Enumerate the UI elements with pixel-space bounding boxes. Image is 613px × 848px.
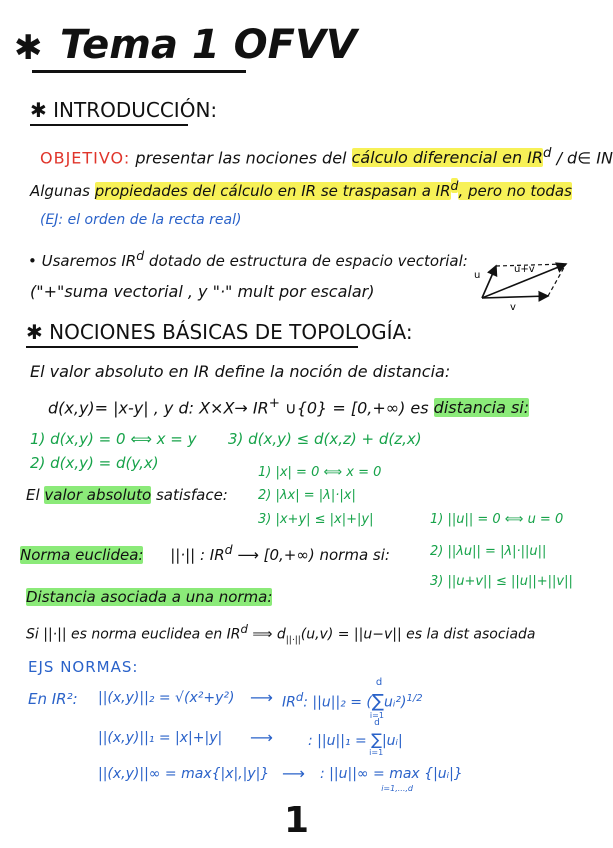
sum-bottom-1: i=1 [369,710,384,720]
arrow-3: ⟶ [282,764,305,783]
objetivo-highlight: cálculo diferencial en IR [351,148,544,168]
norm2-rd-b: uᵢ²) [384,694,407,711]
vector-v-label: v [510,302,516,313]
ird-label: IR [282,694,296,711]
topologia-heading: ✱ NOCIONES BÁSICAS DE TOPOLOGÍA: [26,320,413,344]
norma-sup: d [224,542,233,557]
norminf-rd-a: : ||u||∞ = [320,766,390,782]
arrow-1: ⟶ [250,688,273,707]
norm-prop-2: 2) ||λu|| = |λ|·||u|| [430,544,547,559]
ejemplos-heading: EJS NORMAS: [28,658,139,676]
norm1-r2: ||(x,y)||₁ = |x|+|y| [98,730,223,746]
sum-sign-1: ∑ d i=1 [369,676,385,720]
valor-absoluto-line: El valor absoluto en IR define la noción de distancia: [30,362,451,381]
example-line: (EJ: el orden de la recta real) [40,212,242,228]
si-text-a: Si ||·|| es norma euclidea en IR [26,626,241,643]
si-norma-line [26,622,536,645]
objetivo-line [40,146,613,167]
norm2-exp: 1/2 [406,693,423,704]
norminf-rd-line [320,766,463,793]
norm-prop-3: 3) ||u+v|| ≤ ||u||+||v|| [430,574,573,589]
vector-parallelogram-diagram [462,250,582,312]
dist-norma-line [26,588,272,606]
norm1-rd-b: |uᵢ| [381,733,403,749]
si-sup: d [240,622,248,636]
abs-intro-a: El [26,486,45,504]
propiedades-sup: d [450,178,459,193]
norm-prop-1: 1) ||u|| = 0 ⟺ u = 0 [430,512,564,527]
title-underline [32,70,246,73]
max-sub: i=1,...,d [381,784,414,793]
propiedades-highlight-1: propiedades del cálculo en IR se traspasan a IR [94,182,451,200]
distance-prop-1: 1) d(x,y) = 0 ⟺ x = y [30,430,197,448]
norm2-r2: ||(x,y)||₂ = √(x²+y²) [98,690,235,706]
norminf-r2: ||(x,y)||∞ = max{|x|,|y|} [98,766,270,782]
norm1-rd-a: : ||u||₁ = [308,733,372,749]
norma-def: ||·|| : IR [170,546,225,564]
vector-sum-label: u+v [514,264,535,275]
norma-line [20,542,390,564]
distance-prop-2: 2) d(x,y) = d(y,x) [30,454,159,472]
intro-heading: ✱ INTRODUCCIÓN: [30,98,218,122]
si-sub: ||·|| [285,635,301,646]
sum-top-2: d [374,718,380,728]
norm1-rd-line [308,718,403,757]
norm2-rd-a: : ||u||₂ = ( [303,694,372,711]
distance-prop-3: 3) d(x,y) ≤ d(x,z) + d(z,x) [228,430,422,448]
intro-heading-underline [30,124,188,126]
dist-norma-label: Distancia asociada a una norma: [26,588,273,606]
usaremos-text-b: dotado de estructura de espacio vectorial: [144,252,468,270]
sum-sign-2: ∑ d i=1 [369,718,384,757]
dist-def-sup: + [268,396,280,411]
objetivo-text-b: / d∈ IN [551,148,613,168]
ird-sup: d [295,690,304,704]
abs-intro-highlight: valor absoluto [44,486,152,504]
abs-prop-2: 2) |λx| = |λ|·|x| [258,488,356,503]
norm2-rd-line [282,676,423,720]
propiedades-line [30,178,572,200]
page-title: Tema 1 OFVV [60,22,357,68]
vector-u-label: u [474,270,481,281]
propiedades-highlight-2: , pero no todas [458,182,572,200]
norma-label: Norma euclidea: [20,546,144,564]
objetivo-text-a: presentar las nociones del [135,148,352,168]
sum-top-1: d [375,676,383,688]
abs-intro-b: satisface: [151,486,228,504]
norminf-rd-b: {|uᵢ|} [419,766,463,782]
objetivo-label: OBJETIVO: [40,148,131,168]
en-r2-label: En IR²: [28,690,78,708]
objetivo-sup: d [543,146,552,161]
max-operator [381,766,420,793]
sum-bottom-2: i=1 [369,748,384,757]
abs-prop-3: 3) |x+y| ≤ |x|+|y| [258,512,374,527]
dist-def-highlight: distancia si: [433,398,530,418]
distance-definition [48,396,529,417]
max-word: max [389,766,420,782]
norma-def-b: ⟶ [0,+∞) norma si: [232,546,390,564]
arrow-2: ⟶ [250,728,273,747]
usaremos-line [28,248,468,270]
si-text-b: ⟹ d [247,626,286,643]
dist-def-b: ∪{0} = [0,+∞) es [279,398,434,418]
vector-v-arrow [482,296,548,298]
abs-prop-1: 1) |x| = 0 ⟺ x = 0 [258,465,382,480]
propiedades-text-a: Algunas [30,182,95,200]
page-number: 1 [284,800,310,841]
topologia-heading-underline [26,346,358,348]
dist-def-a: d(x,y)= |x-y| , y d: X×X→ IR [48,398,269,418]
title-star-icon: ✱ [14,28,43,68]
usaremos-text-a: • Usaremos IR [28,252,137,270]
si-text-c: (u,v) = ||u−v|| es la dist asociada [300,626,536,643]
suma-line: ("+"suma vectorial , y "·" mult por escalar) [30,282,375,301]
parallelogram-right [548,264,566,296]
usaremos-sup: d [136,248,145,263]
abs-intro-line [26,486,228,504]
